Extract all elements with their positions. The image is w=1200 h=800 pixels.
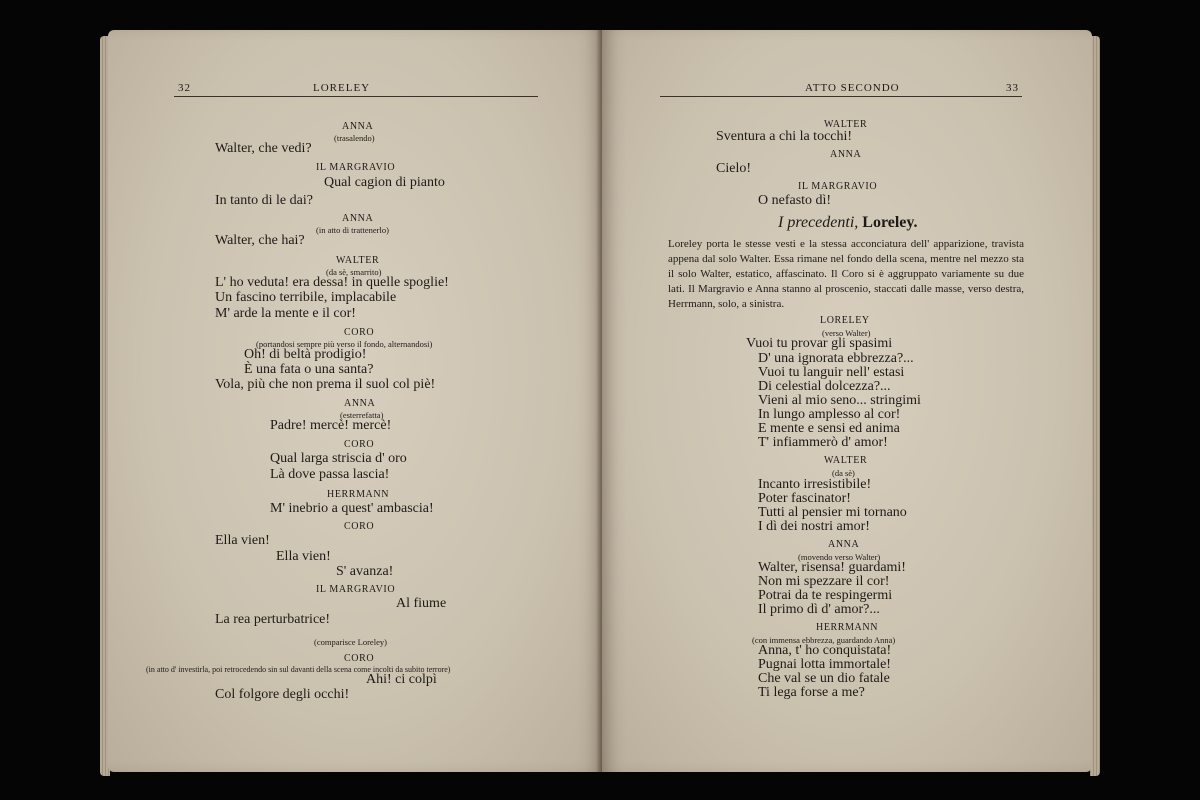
verse-line: Di celestial dolcezza?... [758,379,891,394]
speaker: ANNA [344,398,376,409]
verse-line: Qual larga striscia d' oro [270,451,407,466]
page-number: 33 [1006,82,1019,94]
stage-direction: (verso Walter) [822,328,871,338]
verse-line: Ahi! ci colpì [366,672,437,687]
verse-line: In lungo amplesso al cor! [758,407,901,422]
verse-line: M' arde la mente e il cor! [215,306,356,321]
stage-direction: (trasalendo) [334,133,375,143]
stage-direction: (esterrefatta) [340,410,384,420]
verse-line: Col folgore degli occhi! [215,687,350,702]
verse-line: Vuoi tu languir nell' estasi [758,365,905,380]
verse-line: Walter, che hai? [215,233,305,248]
verse-line: Walter, risensa! guardami! [758,560,906,575]
stage-direction: (da sè, smarrito) [326,267,382,277]
speaker: ANNA [830,149,862,160]
verse-line: M' inebrio a quest' ambascia! [270,501,434,516]
stage-direction: (con immensa ebbrezza, guardando Anna) [752,635,896,645]
speaker: ANNA [342,213,374,224]
speaker: IL MARGRAVIO [316,584,396,595]
scene-heading [778,216,918,230]
verse-line: Là dove passa lascia! [270,467,390,482]
running-head: LORELEY [313,82,371,94]
scene-heading-characters: I precedenti, [778,214,859,231]
speaker: IL MARGRAVIO [798,181,878,192]
verse-line: In tanto di le dai? [215,193,313,208]
speaker: CORO [344,439,375,450]
open-book [100,22,1100,782]
verse-line: Potrai da te respingermi [758,588,893,603]
left-page [108,30,602,772]
verse-line: Cielo! [716,161,751,176]
speaker: WALTER [824,119,868,130]
verse-line: Vola, più che non prema il suol col piè! [215,377,436,392]
stage-direction-paragraph: Loreley porta le stesse vesti e la stessa acconciatura dell' apparizione, travista appena dal solo Walter. Essa rimane nel fondo della scena, mentre nel mezzo sta il solo Walter, estatico, affascinato. Il Coro si è aggruppato variamente su due lati. Il Margravio e Anna stanno al proscenio, staccati dalle masse, verso destra, Herrmann, solo, a sinistra. [668,238,1024,310]
speaker: WALTER [824,455,868,466]
page-number: 32 [178,82,191,94]
verse-line: Sventura a chi la tocchi! [716,129,853,144]
speaker: HERRMANN [327,489,390,500]
speaker: CORO [344,653,375,664]
speaker: CORO [344,521,375,532]
verse-line: S' avanza! [336,564,394,579]
verse-line: Poter fascinator! [758,491,851,506]
verse-line: I dì dei nostri amor! [758,519,870,534]
verse-line: È una fata o una santa? [244,362,374,377]
verse-line: Pugnai lotta immortale! [758,657,891,672]
verse-line: Non mi spezzare il cor! [758,574,890,589]
stage-direction: (da sè) [832,468,855,478]
speaker: ANNA [828,539,860,550]
verse-line: E mente e sensi ed anima [758,421,900,436]
header-rule [174,96,538,97]
verse-line: Vuoi tu provar gli spasimi [746,336,893,351]
verse-line: Qual cagion di pianto [324,175,445,190]
speaker: LORELEY [820,315,870,326]
stage-direction: (in atto d' investirla, poi retrocedendo sin sul davanti della scena come incolti da subito terrore) [146,665,451,674]
speaker: IL MARGRAVIO [316,162,396,173]
verse-line: Un fascino terribile, implacabile [215,290,397,305]
stage-direction: (in atto di trattenerlo) [316,225,389,235]
verse-line: T' infiammerò d' amor! [758,435,888,450]
verse-line: Ella vien! [276,549,331,564]
verse-line: Oh! di beltà prodigio! [244,347,367,362]
stage-direction: (movendo verso Walter) [798,552,881,562]
running-head: ATTO SECONDO [805,82,900,94]
verse-line: Padre! mercè! mercè! [270,418,392,433]
verse-line: Vieni al mio seno... stringimi [758,393,921,408]
verse-line: O nefasto dì! [758,193,832,208]
verse-line: Anna, t' ho conquistata! [758,643,892,658]
verse-line: L' ho veduta! era dessa! in quelle spoglie! [215,275,449,290]
stage-direction: (comparisce Loreley) [314,637,387,647]
verse-line: Ti lega forse a me? [758,685,865,700]
scene-heading-entrance: Loreley. [862,214,918,231]
right-page [602,30,1092,772]
speaker: HERRMANN [816,622,879,633]
verse-line: Walter, che vedi? [215,141,312,156]
stage-direction: (portandosi sempre più verso il fondo, alternandosi) [256,339,433,349]
verse-line: Incanto irresistibile! [758,477,872,492]
verse-line: La rea perturbatrice! [215,612,331,627]
verse-line: Tutti al pensier mi tornano [758,505,907,520]
verse-line: Il primo dì d' amor?... [758,602,880,617]
verse-line: Al fiume [396,596,447,611]
speaker: WALTER [336,255,380,266]
verse-line: Ella vien! [215,533,270,548]
verse-line: Che val se un dio fatale [758,671,890,686]
speaker: ANNA [342,121,374,132]
verse-line: D' una ignorata ebbrezza?... [758,351,914,366]
header-rule [660,96,1022,97]
speaker: CORO [344,327,375,338]
